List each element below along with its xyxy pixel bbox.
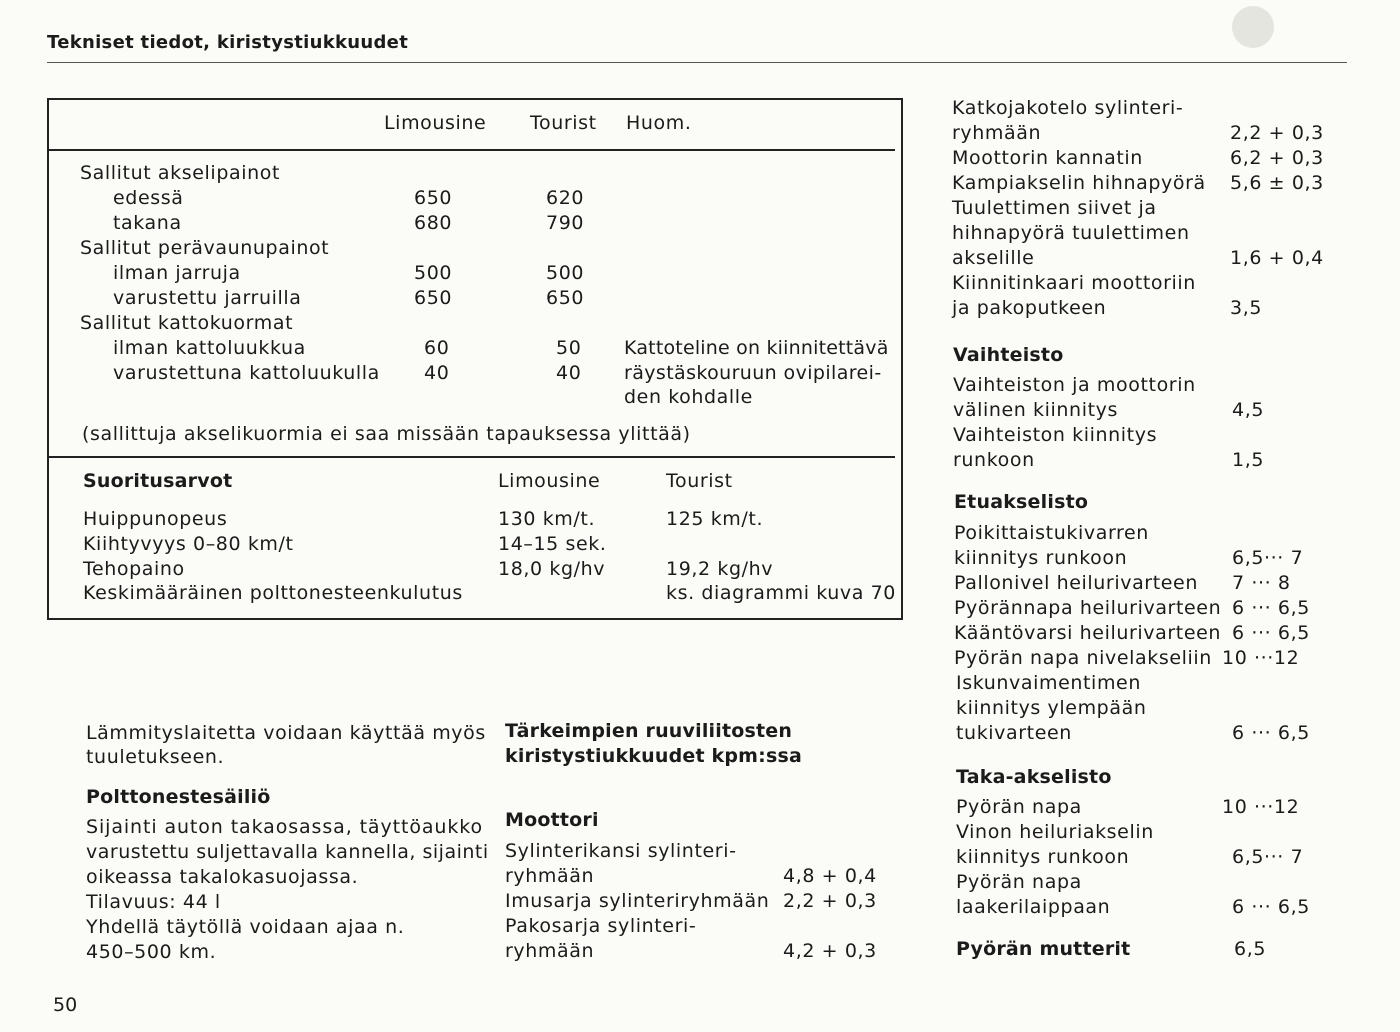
row-label: Sallitut perävaunupainot — [80, 237, 330, 259]
performance-header-tourist: Tourist — [666, 470, 733, 492]
tourist-value: 650 — [546, 287, 585, 309]
engine-row-label: Pakosarja sylinteri- — [505, 915, 697, 937]
tourist-value: 790 — [546, 212, 585, 234]
row-label: edessä — [113, 187, 184, 209]
torque-row-value: 6,5··· 7 — [1232, 547, 1304, 569]
loads-footnote: (sallittuja akselikuormia ei saa missään tapauksessa ylittää) — [82, 423, 691, 445]
performance-header-limousine: Limousine — [498, 470, 601, 492]
torque-row-value: 1,5 — [1232, 449, 1265, 471]
torque-row-value: 7 ··· 8 — [1232, 572, 1291, 594]
torque-row-label: välinen kiinnitys — [953, 399, 1118, 421]
performance-tourist: ks. diagrammi kuva 70 — [666, 582, 896, 604]
performance-limousine: 14–15 sek. — [498, 533, 607, 555]
performance-label: Tehopaino — [83, 558, 185, 580]
torque-row-value: 6 ··· 6,5 — [1232, 896, 1310, 918]
column-header-note: Huom. — [626, 112, 692, 134]
torque-row-label: ja pakoputkeen — [952, 297, 1107, 319]
torque-row-label: tukivarteen — [956, 722, 1072, 744]
torque-row-label: Tuulettimen siivet ja — [952, 197, 1157, 219]
tourist-value: 50 — [556, 337, 582, 359]
fuel-tank-title: Polttonestesäiliö — [86, 786, 271, 808]
performance-title: Suoritusarvot — [83, 470, 233, 492]
torque-row-label: Vinon heiluriakselin — [956, 821, 1154, 843]
row-label: varustettuna kattoluukulla — [113, 362, 380, 384]
torque-row-value: 4,5 — [1232, 399, 1265, 421]
column-header-limousine: Limousine — [384, 112, 487, 134]
torque-row-label: laakerilaippaan — [956, 896, 1111, 918]
engine-row-value: 2,2 + 0,3 — [783, 890, 877, 912]
heating-text-line: Lämmityslaitetta voidaan käyttää myös — [86, 722, 486, 744]
torque-row-label: kiinnitys runkoon — [956, 846, 1130, 868]
limousine-value: 60 — [424, 337, 450, 359]
torque-row-label: Kääntövarsi heilurivarteen — [954, 622, 1222, 644]
performance-label: Keskimääräinen polttonesteenkulutus — [83, 582, 463, 604]
front-axle-section-title: Etuakselisto — [954, 491, 1089, 513]
torque-row-value: 10 ···12 — [1222, 796, 1300, 818]
torque-row-value: 6,5··· 7 — [1232, 846, 1304, 868]
torque-row-label: hihnapyörä tuulettimen — [952, 222, 1190, 244]
limousine-value: 500 — [414, 262, 453, 284]
torque-row-label: Pyörän napa — [956, 796, 1082, 818]
engine-row-value: 4,8 + 0,4 — [783, 865, 877, 887]
stain-mark — [1232, 6, 1274, 48]
torque-row-label: Moottorin kannatin — [952, 147, 1143, 169]
row-label: Sallitut akselipainot — [80, 162, 281, 184]
fuel-tank-line: oikeassa takalokasuojassa. — [86, 866, 359, 888]
fuel-tank-line: 450–500 km. — [86, 941, 217, 963]
performance-label: Huippunopeus — [83, 508, 228, 530]
torque-row-label: Pyörännapa heilurivarteen — [954, 597, 1222, 619]
torque-row-label: Katkojakotelo sylinteri- — [952, 97, 1184, 119]
torque-row-label: ryhmään — [952, 122, 1042, 144]
torque-row-value: 6 ··· 6,5 — [1232, 622, 1310, 644]
torque-title-line: Tärkeimpien ruuviliitosten — [505, 720, 793, 742]
engine-row-label: ryhmään — [505, 940, 595, 962]
torque-row-value: 6 ··· 6,5 — [1232, 722, 1310, 744]
rear-axle-section-title: Taka-akselisto — [956, 766, 1112, 788]
torque-row-label: Poikittaistukivarren — [954, 522, 1149, 544]
engine-row-label: Imusarja sylinteriryhmään — [505, 890, 770, 912]
page-number: 50 — [53, 994, 78, 1016]
torque-row-value: 3,5 — [1230, 297, 1263, 319]
torque-row-label: Iskunvaimentimen — [956, 672, 1141, 694]
column-header-tourist: Tourist — [530, 112, 597, 134]
torque-row-label: runkoon — [953, 449, 1035, 471]
torque-title-line: kiristystiukkuudet kpm:ssa — [505, 745, 803, 767]
fuel-tank-line: Sijainti auton takaosassa, täyttöaukko — [86, 816, 483, 838]
row-label: varustettu jarruilla — [113, 287, 302, 309]
gearbox-section-title: Vaihteisto — [953, 344, 1064, 366]
tourist-value: 500 — [546, 262, 585, 284]
torque-row-label: Vaihteiston ja moottorin — [953, 374, 1196, 396]
tourist-value: 620 — [546, 187, 585, 209]
note-text: räystäskouruun ovipilarei- — [624, 362, 882, 384]
torque-row-value: 1,6 + 0,4 — [1230, 247, 1324, 269]
torque-row-label: Kampiakselin hihnapyörä — [952, 172, 1206, 194]
engine-section-title: Moottori — [505, 809, 599, 831]
table-header-rule — [47, 149, 895, 151]
fuel-tank-line: varustettu suljettavalla kannella, sijainti — [86, 841, 489, 863]
row-label: ilman jarruja — [113, 262, 241, 284]
torque-row-label: Vaihteiston kiinnitys — [953, 424, 1158, 446]
tourist-value: 40 — [556, 362, 582, 384]
limousine-value: 650 — [414, 187, 453, 209]
torque-row-label: akselille — [952, 247, 1035, 269]
note-text: den kohdalle — [624, 386, 753, 408]
torque-row-label: Pyörän napa nivelakseliin — [954, 647, 1212, 669]
torque-row-value: 6,2 + 0,3 — [1230, 147, 1324, 169]
torque-row-label: Pyörän napa — [956, 871, 1082, 893]
row-label: Sallitut kattokuormat — [80, 312, 294, 334]
heating-text-line: tuuletukseen. — [86, 746, 225, 768]
torque-row-label: kiinnitys ylempään — [956, 697, 1147, 719]
performance-tourist: 125 km/t. — [666, 508, 764, 530]
torque-row-value: 10 ···12 — [1222, 647, 1300, 669]
engine-row-label: ryhmään — [505, 865, 595, 887]
torque-row-value: 6 ··· 6,5 — [1232, 597, 1310, 619]
limousine-value: 680 — [414, 212, 453, 234]
limousine-value: 40 — [424, 362, 450, 384]
row-label: takana — [113, 212, 182, 234]
torque-row-value: 2,2 + 0,3 — [1230, 122, 1324, 144]
fuel-tank-line: Tilavuus: 44 l — [86, 891, 221, 913]
wheel-nuts-value: 6,5 — [1234, 938, 1267, 960]
note-text: Kattoteline on kiinnitettävä — [624, 337, 889, 359]
performance-limousine: 18,0 kg/hv — [498, 558, 606, 580]
torque-row-label: Kiinnitinkaari moottoriin — [952, 272, 1196, 294]
torque-row-label: Pallonivel heilurivarteen — [954, 572, 1198, 594]
wheel-nuts-label: Pyörän mutterit — [956, 938, 1131, 960]
torque-row-label: kiinnitys runkoon — [954, 547, 1128, 569]
engine-row-label: Sylinterikansi sylinteri- — [505, 840, 737, 862]
performance-label: Kiihtyvyys 0–80 km/t — [83, 533, 294, 555]
header-divider — [47, 62, 1347, 63]
performance-tourist: 19,2 kg/hv — [666, 558, 774, 580]
performance-top-rule — [47, 456, 895, 458]
limousine-value: 650 — [414, 287, 453, 309]
torque-row-value: 5,6 ± 0,3 — [1230, 172, 1324, 194]
page-title: Tekniset tiedot, kiristystiukkuudet — [47, 32, 409, 53]
fuel-tank-line: Yhdellä täytöllä voidaan ajaa n. — [86, 916, 405, 938]
performance-limousine: 130 km/t. — [498, 508, 596, 530]
engine-row-value: 4,2 + 0,3 — [783, 940, 877, 962]
row-label: ilman kattoluukkua — [113, 337, 306, 359]
